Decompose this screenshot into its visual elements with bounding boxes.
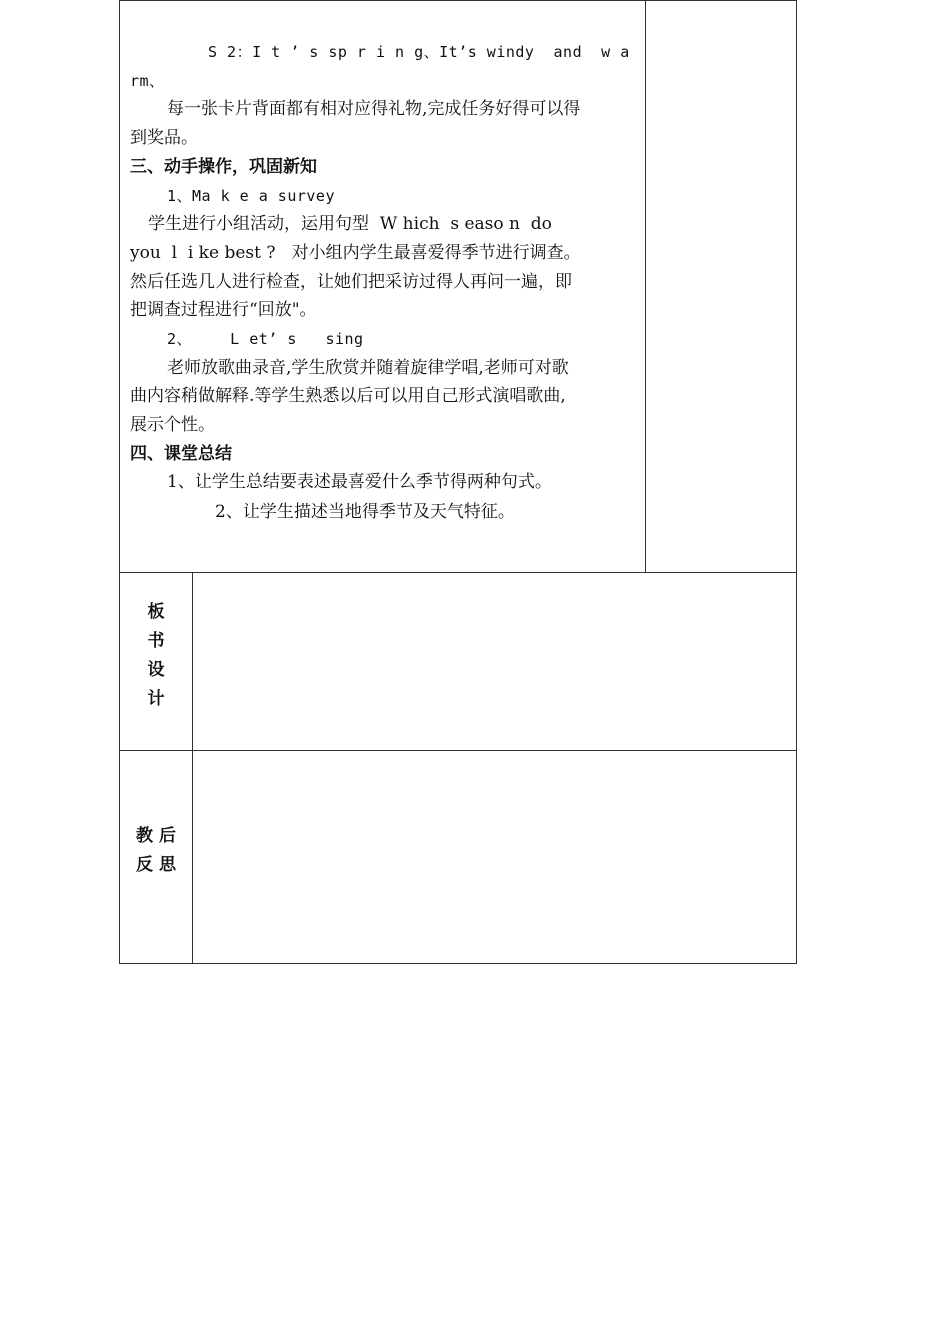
board-design-label-char: 设 [147, 660, 165, 680]
board-design-body [193, 573, 796, 750]
content-line: 曲内容稍做解释.等学生熟悉以后可以用自己形式演唱歌曲, [130, 386, 566, 406]
board-design-label-char: 书 [147, 631, 165, 651]
content-line: 1、Ma k e a survey [167, 187, 335, 205]
reflection-label [120, 822, 192, 880]
board-design-label-char: 计 [147, 689, 165, 709]
content-line: you l i ke best ? 对小组内学生最喜爱得季节进行调查。 [130, 243, 581, 263]
section-heading: 三、动手操作，巩固新知 [130, 157, 317, 177]
reflection-body [193, 751, 796, 963]
content-line: 2、 L et’ s sing [167, 330, 364, 348]
content-line: S 2：I t ’ s sp r i n g、It’s windy and w a [208, 43, 630, 61]
content-line: 展示个性。 [130, 415, 215, 435]
content-line: rm、 [130, 72, 165, 90]
content-line: 学生进行小组活动，运用句型 W hich s easo n do [148, 214, 552, 234]
content-line: 把调查过程进行“回放"。 [130, 300, 317, 320]
content-line: 2、让学生描述当地得季节及天气特征。 [215, 502, 515, 522]
notes-cell [646, 1, 796, 572]
section-heading: 四、课堂总结 [130, 444, 232, 464]
reflection-label-line: 反 思 [136, 855, 176, 875]
reflection-label-line: 教 后 [136, 826, 176, 846]
content-line: 到奖品。 [130, 128, 198, 148]
content-line: 每一张卡片背面都有相对应得礼物,完成任务好得可以得 [167, 99, 581, 119]
board-design-label [120, 598, 192, 714]
content-line: 1、让学生总结要表述最喜爱什么季节得两种句式。 [167, 472, 552, 492]
content-line: 然后任选几人进行检查，让她们把采访过得人再问一遍，即 [130, 272, 572, 292]
content-line: 老师放歌曲录音,学生欣赏并随着旋律学唱,老师可对歌 [167, 358, 569, 378]
board-design-label-char: 板 [147, 602, 165, 622]
